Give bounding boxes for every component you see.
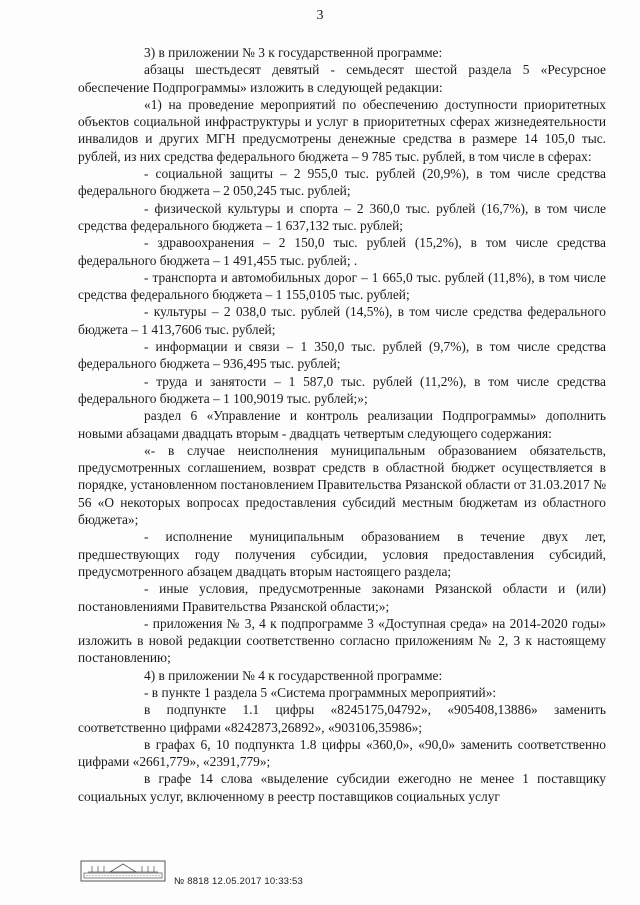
paragraph: в графе 14 слова «выделение субсидии ежегодно не менее 1 поставщику социальных услуг, включенному в реестр поставщиков социальных услуг [78,771,606,804]
document-body [78,44,606,805]
paragraph: - культуры – 2 038,0 тыс. рублей (14,5%), в том числе средства федерального бюджета – 1 413,7606 тыс. рублей; [78,304,606,337]
paragraph: - транспорта и автомобильных дорог – 1 665,0 тыс. рублей (11,8%), в том числе средства федерального бюджета – 1 155,0105 тыс. рублей; [78,269,606,303]
paragraph: «- в случае неисполнения муниципальным образованием обязательств, предусмотренных соглашением, возврат средств в областной бюджет осуществляется в порядке, установленном постановлением Правительства Рязанской области от 31.03.2017 № 56 «О некоторых вопросах предоставления субсидий местным бюджетам из областного бюджета»; [78,442,606,528]
paragraph: - социальной защиты – 2 955,0 тыс. рублей (20,9%), в том числе средства федерального бюджета – 2 050,245 тыс. рублей; [78,166,606,199]
paragraph: - исполнение муниципальным образованием в течение двух лет, предшествующих году получения субсидии, условия предоставления субсидий, предусмотренного абзацем двадцать вторым настоящего раздела; [78,529,606,579]
paragraph: - в пункте 1 раздела 5 «Система программных мероприятий»: [144,684,497,700]
paragraph: абзацы шестьдесят девятый - семьдесят шестой раздела 5 «Ресурсное обеспечение Подпрограммы» изложить в следующей редакции: [78,62,606,95]
paragraph: в графах 6, 10 подпункта 1.8 цифры «360,0», «90,0» заменить соответственно цифрами «2661,779», «2391,779»; [78,736,606,770]
paragraph: - информации и связи – 1 350,0 тыс. рублей (9,7%), в том числе средства федерального бюджета – 936,495 тыс. рублей; [78,339,606,372]
registration-stamp-line: № 8818 12.05.2017 10:33:53 [174,876,303,887]
paragraph: в подпункте 1.1 цифры «8245175,04792», «905408,13886» заменить соответственно цифрами «8242873,26892», «903106,35986»; [78,702,606,735]
paragraph: - здравоохранения – 2 150,0 тыс. рублей (15,2%), в том числе средства федерального бюджета – 1 491,455 тыс. рублей; . [78,235,606,268]
paragraph: «1) на проведение мероприятий по обеспечению доступности приоритетных объектов социальной инфраструктуры и услуг в приоритетных сферах жизнедеятельности инвалидов и других МГН предусмотрены денежные средства в размере 14 105,0 тыс. рублей, из них средства федерального бюджета – 9 785 тыс. рублей, в том числе в сферах: [78,96,606,164]
paragraph: - иные условия, предусмотренные законами Рязанской области и (или) постановлениями Правительства Рязанской области;»; [78,581,606,614]
paragraph: 3) в приложении № 3 к государственной программе: [144,45,443,60]
document-footer [78,860,478,900]
paragraph: - приложения № 3, 4 к подпрограмме 3 «Доступная среда» на 2014-2020 годы» изложить в новой редакции соответственно согласно приложениям № 2, 3 к настоящему постановлению; [78,615,606,666]
paragraph: раздел 6 «Управление и контроль реализации Подпрограммы» дополнить новыми абзацами двадцать вторым - двадцать четвертым следующего содержания: [78,408,606,441]
paragraph: 4) в приложении № 4 к государственной программе: [144,667,443,683]
paragraph: - труда и занятости – 1 587,0 тыс. рублей (11,2%), в том числе средства федерального бюджета – 1 100,9019 тыс. рублей;»; [78,373,606,406]
page-number: 3 [316,8,324,23]
government-building-stamp-icon [80,860,166,882]
paragraph: - физической культуры и спорта – 2 360,0 тыс. рублей (16,7%), в том числе средства федерального бюджета – 1 637,132 тыс. рублей; [78,200,606,233]
